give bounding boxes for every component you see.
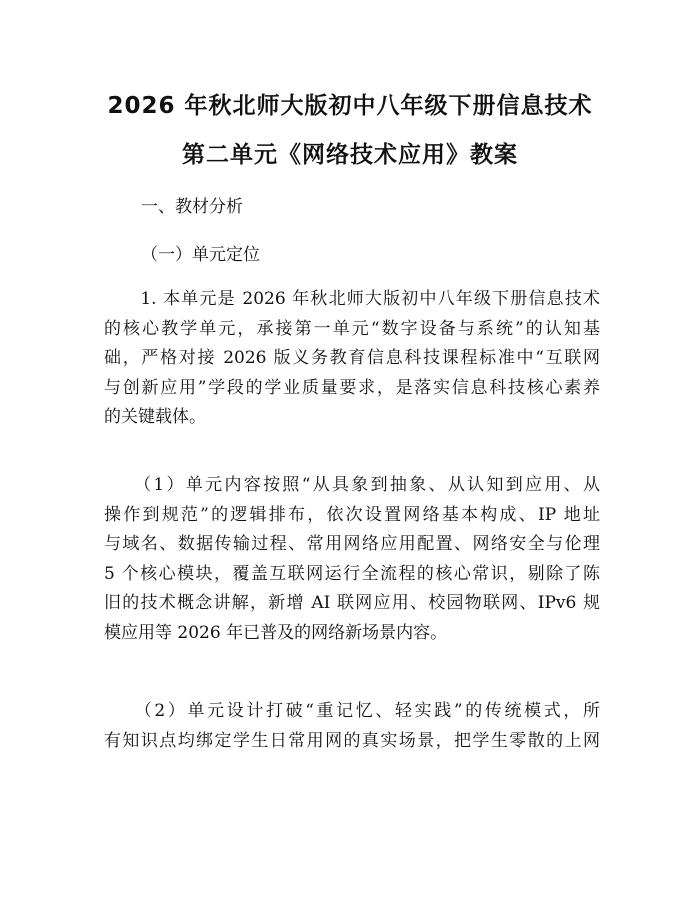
paragraph-line: 的关键载体。 [104,407,206,428]
paragraph-3 [104,697,600,756]
paragraph-line: 旧的技术概念讲解，新增 AI 联网应用、校园物联网、IPv6 规 [104,593,600,614]
section-heading: 一、教材分析 [141,197,243,217]
document-title-line2: 第二单元《网络技术应用》教案 [182,142,518,168]
paragraph-line: 操作到规范”的逻辑排布，依次设置网络基本构成、IP 地址 [104,504,600,525]
paragraph-1 [104,285,600,433]
paragraph-line: （2）单元设计打破“重记忆、轻实践”的传统模式，所 [104,701,600,721]
paragraph-line: 与域名、数据传输过程、常用网络应用配置、网络安全与伦理 [104,534,600,555]
subsection-heading: （一）单元定位 [141,245,260,265]
paragraph-line: 础，严格对接 2026 版义务教育信息科技课程标准中“互联网 [104,348,600,369]
paragraph-line: 与创新应用”学段的学业质量要求，是落实信息科技核心素养 [104,377,600,398]
document-title-line1: 2026 年秋北师大版初中八年级下册信息技术 [107,93,593,119]
paragraph-2 [104,471,600,649]
paragraph-line: 模应用等 2026 年已普及的网络新场景内容。 [104,622,448,643]
paragraph-line: （1）单元内容按照“从具象到抽象、从认知到应用、从 [104,475,600,495]
paragraph-line: 5 个核心模块，覆盖互联网运行全流程的核心常识，剔除了陈 [104,563,600,584]
paragraph-line: 1. 本单元是 2026 年秋北师大版初中八年级下册信息技术 [104,289,600,309]
paragraph-line: 的核心教学单元，承接第一单元“数字设备与系统”的认知基 [104,318,600,339]
paragraph-line: 有知识点均绑定学生日常用网的真实场景，把学生零散的上网 [104,730,600,751]
